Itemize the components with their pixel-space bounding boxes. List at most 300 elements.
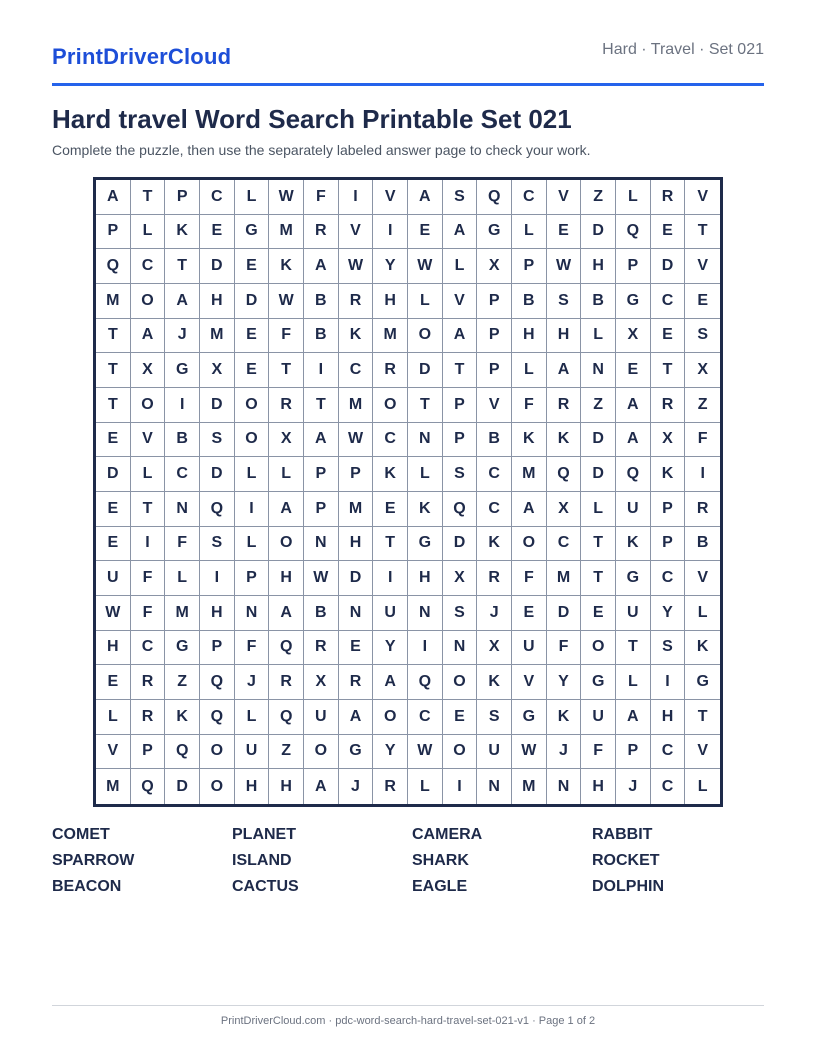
grid-cell: G — [165, 353, 200, 388]
grid-cell: O — [200, 735, 235, 770]
grid-cell: D — [235, 284, 270, 319]
grid-cell: M — [165, 596, 200, 631]
grid-cell: D — [200, 388, 235, 423]
grid-cell: O — [443, 735, 478, 770]
grid-cell: E — [96, 665, 131, 700]
grid-cell: I — [408, 631, 443, 666]
grid-cell: T — [96, 353, 131, 388]
grid-cell: C — [165, 457, 200, 492]
grid-cell: P — [200, 631, 235, 666]
grid-cell: N — [165, 492, 200, 527]
grid-cell: A — [304, 769, 339, 804]
grid-cell: A — [616, 700, 651, 735]
grid-cell: N — [304, 527, 339, 562]
grid-cell: R — [651, 388, 686, 423]
grid-cell: R — [269, 388, 304, 423]
grid-cell: F — [547, 631, 582, 666]
grid-cell: R — [339, 284, 374, 319]
grid-cell: L — [96, 700, 131, 735]
grid-cell: T — [131, 492, 166, 527]
grid-cell: T — [685, 215, 720, 250]
grid-cell: A — [373, 665, 408, 700]
grid-cell: I — [200, 561, 235, 596]
grid-cell: I — [131, 527, 166, 562]
grid-cell: M — [339, 388, 374, 423]
word-search-grid — [93, 177, 723, 807]
grid-cell: C — [131, 631, 166, 666]
grid-cell: L — [408, 457, 443, 492]
grid-cell: T — [96, 388, 131, 423]
grid-cell: D — [581, 423, 616, 458]
grid-cell: K — [165, 700, 200, 735]
grid-cell: B — [304, 319, 339, 354]
grid-cell: G — [685, 665, 720, 700]
grid-cell: S — [685, 319, 720, 354]
grid-cell: V — [512, 665, 547, 700]
grid-cell: Q — [477, 180, 512, 215]
grid-cell: L — [512, 353, 547, 388]
grid-cell: T — [408, 388, 443, 423]
grid-cell: O — [131, 388, 166, 423]
grid-cell: Z — [685, 388, 720, 423]
grid-cell: I — [339, 180, 374, 215]
grid-cell: C — [408, 700, 443, 735]
grid-cell: G — [339, 735, 374, 770]
grid-cell: C — [131, 249, 166, 284]
grid-cell: V — [547, 180, 582, 215]
grid-cell: P — [477, 284, 512, 319]
grid-cell: O — [304, 735, 339, 770]
grid-cell: Q — [443, 492, 478, 527]
grid-cell: H — [408, 561, 443, 596]
grid-cell: F — [235, 631, 270, 666]
grid-cell: A — [269, 492, 304, 527]
grid-cell: W — [304, 561, 339, 596]
grid-cell: H — [581, 249, 616, 284]
grid-cell: T — [373, 527, 408, 562]
grid-cell: Y — [373, 249, 408, 284]
grid-cell: I — [235, 492, 270, 527]
grid-cell: A — [96, 180, 131, 215]
grid-cell: T — [581, 527, 616, 562]
grid-cell: H — [547, 319, 582, 354]
word-list-item: EAGLE — [412, 878, 468, 895]
grid-cell: V — [685, 735, 720, 770]
grid-cell: V — [339, 215, 374, 250]
grid-cell: E — [96, 527, 131, 562]
grid-cell: O — [373, 700, 408, 735]
grid-cell: P — [304, 457, 339, 492]
grid-cell: M — [373, 319, 408, 354]
grid-cell: L — [581, 319, 616, 354]
grid-cell: U — [96, 561, 131, 596]
grid-cell: X — [616, 319, 651, 354]
grid-cell: Q — [200, 492, 235, 527]
grid-cell: C — [651, 769, 686, 804]
grid-cell: E — [96, 423, 131, 458]
grid-cell: W — [269, 284, 304, 319]
grid-cell: X — [304, 665, 339, 700]
grid-cell: G — [581, 665, 616, 700]
grid-cell: H — [651, 700, 686, 735]
grid-cell: T — [304, 388, 339, 423]
grid-cell: H — [235, 769, 270, 804]
grid-cell: P — [616, 249, 651, 284]
grid-cell: K — [339, 319, 374, 354]
grid-cell: P — [477, 319, 512, 354]
grid-cell: Z — [269, 735, 304, 770]
grid-cell: H — [512, 319, 547, 354]
grid-cell: Q — [165, 735, 200, 770]
grid-cell: R — [304, 215, 339, 250]
grid-cell: P — [443, 423, 478, 458]
grid-cell: W — [408, 249, 443, 284]
grid-cell: D — [165, 769, 200, 804]
grid-cell: N — [477, 769, 512, 804]
grid-cell: L — [408, 284, 443, 319]
grid-cell: J — [616, 769, 651, 804]
grid-cell: I — [165, 388, 200, 423]
grid-cell: M — [200, 319, 235, 354]
grid-cell: D — [581, 457, 616, 492]
grid-cell: Q — [547, 457, 582, 492]
grid-cell: E — [408, 215, 443, 250]
grid-cell: S — [443, 457, 478, 492]
grid-cell: W — [269, 180, 304, 215]
word-list-item: ROCKET — [592, 852, 660, 869]
grid-cell: S — [443, 180, 478, 215]
grid-cell: W — [339, 423, 374, 458]
grid-cell: R — [685, 492, 720, 527]
word-list-item: SPARROW — [52, 852, 135, 869]
grid-cell: L — [235, 700, 270, 735]
grid-cell: X — [477, 631, 512, 666]
grid-cell: D — [651, 249, 686, 284]
grid-cell: J — [165, 319, 200, 354]
grid-cell: A — [512, 492, 547, 527]
grid-cell: J — [547, 735, 582, 770]
grid-cell: H — [269, 561, 304, 596]
grid-cell: Q — [200, 665, 235, 700]
grid-cell: A — [616, 388, 651, 423]
grid-cell: U — [304, 700, 339, 735]
grid-cell: E — [200, 215, 235, 250]
grid-cell: I — [651, 665, 686, 700]
grid-cell: M — [512, 769, 547, 804]
grid-cell: C — [512, 180, 547, 215]
grid-cell: X — [547, 492, 582, 527]
grid-cell: L — [408, 769, 443, 804]
grid-cell: F — [512, 561, 547, 596]
grid-cell: L — [697, 777, 708, 795]
grid-cell: T — [651, 353, 686, 388]
grid-cell: N — [443, 631, 478, 666]
grid-cell: D — [443, 527, 478, 562]
grid-cell: V — [685, 180, 720, 215]
grid-cell: C — [547, 527, 582, 562]
grid-cell: G — [616, 284, 651, 319]
grid-cell: A — [547, 353, 582, 388]
grid-cell: T — [616, 631, 651, 666]
grid-cell: X — [651, 423, 686, 458]
grid-cell: A — [408, 180, 443, 215]
grid-cell: D — [96, 457, 131, 492]
grid-cell: M — [512, 457, 547, 492]
grid-cell: Z — [165, 665, 200, 700]
grid-cell: M — [339, 492, 374, 527]
grid-cell: B — [685, 527, 720, 562]
grid-cell: G — [512, 700, 547, 735]
grid-cell: V — [131, 423, 166, 458]
grid-cell: L — [269, 457, 304, 492]
grid-cell: U — [616, 492, 651, 527]
grid-cell: H — [581, 769, 616, 804]
grid-cell: I — [304, 353, 339, 388]
grid-cell: M — [269, 215, 304, 250]
grid-cell: E — [651, 215, 686, 250]
word-list-item: BEACON — [52, 878, 122, 895]
grid-cell: Y — [547, 665, 582, 700]
grid-cell: V — [685, 249, 720, 284]
word-list-item: DOLPHIN — [592, 878, 664, 895]
grid-cell: C — [477, 492, 512, 527]
grid-cell: A — [304, 423, 339, 458]
grid-cell: L — [235, 457, 270, 492]
grid-cell: H — [269, 769, 304, 804]
grid-cell: R — [373, 769, 408, 804]
grid-cell: S — [477, 700, 512, 735]
grid-cell: E — [235, 353, 270, 388]
page-footer: PrintDriverCloud.com · pdc-word-search-hard-travel-set-021-v1 · Page 1 of 2 — [52, 1005, 764, 1027]
grid-cell: T — [443, 353, 478, 388]
grid-cell: Q — [616, 457, 651, 492]
grid-cell: S — [547, 284, 582, 319]
grid-cell: G — [408, 527, 443, 562]
grid-cell: Q — [408, 665, 443, 700]
grid-cell: T — [131, 180, 166, 215]
grid-cell: Q — [269, 631, 304, 666]
grid-cell: Y — [373, 631, 408, 666]
grid-cell: J — [235, 665, 270, 700]
word-list — [52, 826, 772, 904]
grid-cell: F — [581, 735, 616, 770]
grid-cell: A — [131, 319, 166, 354]
grid-cell: B — [304, 284, 339, 319]
grid-cell: H — [200, 284, 235, 319]
grid-cell: X — [269, 423, 304, 458]
grid-cell: E — [581, 596, 616, 631]
grid-cell: K — [685, 631, 720, 666]
grid-cell: C — [339, 353, 374, 388]
grid-cell: P — [339, 457, 374, 492]
grid-cell: T — [96, 319, 131, 354]
grid-cell: E — [373, 492, 408, 527]
grid-cell: P — [443, 388, 478, 423]
grid-cell: V — [685, 561, 720, 596]
grid-cell: A — [165, 284, 200, 319]
word-list-item: PLANET — [232, 826, 296, 843]
grid-cell: P — [304, 492, 339, 527]
grid-cell: P — [616, 735, 651, 770]
grid-cell: H — [200, 596, 235, 631]
grid-cell: K — [616, 527, 651, 562]
grid-cell: F — [131, 596, 166, 631]
grid-cell: T — [685, 700, 720, 735]
grid-cell: W — [547, 249, 582, 284]
grid-cell: U — [373, 596, 408, 631]
grid-cell: S — [651, 631, 686, 666]
grid-cell: E — [547, 215, 582, 250]
grid-cell: H — [339, 527, 374, 562]
grid-cell: P — [651, 527, 686, 562]
grid-cell: A — [304, 249, 339, 284]
grid-cell: O — [235, 423, 270, 458]
grid-cell: C — [651, 561, 686, 596]
grid-cell: F — [131, 561, 166, 596]
grid-cell: X — [477, 249, 512, 284]
brand-logo[interactable]: PrintDriverCloud — [52, 44, 232, 69]
grid-cell: K — [547, 700, 582, 735]
grid-cell: U — [512, 631, 547, 666]
grid-cell: I — [685, 457, 720, 492]
grid-cell: G — [477, 215, 512, 250]
grid-cell: F — [269, 319, 304, 354]
grid-cell: E — [235, 319, 270, 354]
grid-cell: V — [477, 388, 512, 423]
grid-cell: V — [96, 735, 131, 770]
grid-cell: R — [547, 388, 582, 423]
grid-cell: O — [269, 527, 304, 562]
grid-cell: R — [304, 631, 339, 666]
page-title: Hard travel Word Search Printable Set 021 — [52, 104, 572, 134]
grid-cell: P — [477, 353, 512, 388]
grid-cell: A — [443, 215, 478, 250]
page-subtitle: Complete the puzzle, then use the separately labeled answer page to check your work. — [52, 142, 591, 158]
grid-cell: O — [235, 388, 270, 423]
grid-cell: L — [131, 215, 166, 250]
grid-cell: F — [512, 388, 547, 423]
grid-cell: F — [685, 423, 720, 458]
grid-cell: F — [304, 180, 339, 215]
grid-cell: V — [373, 180, 408, 215]
grid-cell: L — [235, 180, 270, 215]
grid-cell: C — [477, 457, 512, 492]
grid-cell: E — [685, 284, 720, 319]
grid-cell: L — [581, 492, 616, 527]
grid-cell: I — [443, 769, 478, 804]
word-list-item: COMET — [52, 826, 110, 843]
grid-cell: R — [651, 180, 686, 215]
grid-cell: L — [131, 457, 166, 492]
grid-cell: A — [616, 423, 651, 458]
grid-cell: O — [408, 319, 443, 354]
word-list-item: CACTUS — [232, 878, 299, 895]
grid-cell: L — [443, 249, 478, 284]
grid-cell: D — [408, 353, 443, 388]
grid-cell: D — [581, 215, 616, 250]
grid-cell: R — [339, 665, 374, 700]
grid-cell: B — [581, 284, 616, 319]
grid-cell: J — [477, 596, 512, 631]
grid-cell: H — [373, 284, 408, 319]
grid-cell: B — [512, 284, 547, 319]
grid-cell: I — [373, 561, 408, 596]
grid-cell: K — [408, 492, 443, 527]
grid-cell: W — [512, 735, 547, 770]
grid-cell: N — [547, 769, 582, 804]
grid-cell: X — [200, 353, 235, 388]
grid-cell: I — [373, 215, 408, 250]
grid-cell: S — [200, 527, 235, 562]
grid-cell: Q — [96, 249, 131, 284]
grid-cell: Z — [581, 180, 616, 215]
grid-cell: K — [477, 527, 512, 562]
grid-cell: O — [581, 631, 616, 666]
grid-cell: R — [373, 353, 408, 388]
grid-cell: N — [408, 423, 443, 458]
grid-cell: L — [512, 215, 547, 250]
grid-cell: T — [581, 561, 616, 596]
grid-cell: Q — [200, 700, 235, 735]
grid-cell: D — [339, 561, 374, 596]
grid-cell: M — [547, 561, 582, 596]
page-header — [52, 0, 764, 86]
grid-cell: P — [235, 561, 270, 596]
grid-cell: W — [408, 735, 443, 770]
grid-cell: K — [547, 423, 582, 458]
puzzle-meta: Hard · Travel · Set 021 — [602, 41, 764, 58]
grid-cell: N — [339, 596, 374, 631]
grid-cell: N — [581, 353, 616, 388]
grid-cell: B — [165, 423, 200, 458]
grid-cell: C — [373, 423, 408, 458]
grid-cell: R — [477, 561, 512, 596]
grid-cell: K — [373, 457, 408, 492]
grid-cell: S — [443, 596, 478, 631]
grid-cell: D — [547, 596, 582, 631]
grid-cell: Q — [616, 215, 651, 250]
grid-cell: K — [512, 423, 547, 458]
grid-cell: U — [581, 700, 616, 735]
grid-cell: O — [373, 388, 408, 423]
grid-cell: K — [477, 665, 512, 700]
grid-cell: B — [477, 423, 512, 458]
grid-cell: O — [512, 527, 547, 562]
grid-cell: G — [616, 561, 651, 596]
grid-cell: Q — [131, 769, 166, 804]
grid-cell: X — [131, 353, 166, 388]
grid-cell: A — [269, 596, 304, 631]
word-list-item: CAMERA — [412, 826, 483, 843]
grid-cell: W — [96, 596, 131, 631]
grid-cell: M — [96, 284, 131, 319]
grid-cell: N — [235, 596, 270, 631]
grid-cell: W — [339, 249, 374, 284]
grid-cell: Y — [651, 596, 686, 631]
grid-cell: U — [477, 735, 512, 770]
grid-cell: F — [165, 527, 200, 562]
grid-cell: K — [651, 457, 686, 492]
grid-cell: L — [616, 665, 651, 700]
grid-cell: E — [443, 700, 478, 735]
grid-cell: E — [339, 631, 374, 666]
grid-cell: O — [131, 284, 166, 319]
grid-cell: B — [304, 596, 339, 631]
grid-cell: R — [131, 700, 166, 735]
grid-cell: K — [165, 215, 200, 250]
grid-cell: Y — [373, 735, 408, 770]
word-list-item: ISLAND — [232, 852, 292, 869]
